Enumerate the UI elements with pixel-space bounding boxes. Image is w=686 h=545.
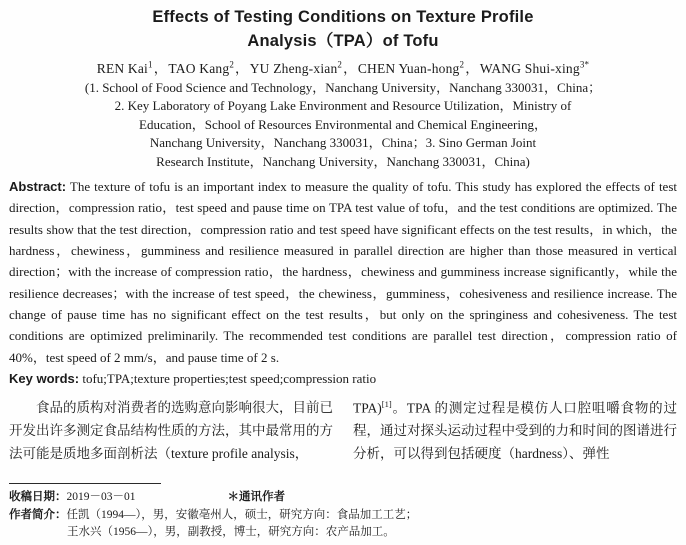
paper-title-line2: Analysis（TPA）of Tofu (247, 31, 439, 50)
author-affil-mark: 1 (148, 59, 153, 70)
author-affil-mark: 2 (337, 59, 343, 70)
affiliation-line: (1. School of Food Science and Technology，Nanchang University，Nanchang 330031，China； (84, 79, 602, 95)
author-affil-mark: 3* (579, 59, 590, 70)
author-name: REN Kai (96, 60, 149, 76)
keywords-label: Key words: (9, 370, 80, 386)
author (358, 61, 464, 76)
author (168, 61, 234, 76)
abstract-text: The texture of tofu is an important index to measure the quality of tofu. This study has explored the effects of test direction，compression ratio，test speed and pause time on TPA test value of tofu，and the test conditions are optimized. The results show that the test direction，compression ratio and test speed have significant effects on the test results，in which，the hardness，chewiness，gumminess and resilience measured in parallel direction are higher than those measured in vertical direction；with the increase of compression ratio，the hardness，chewiness and gumminess increase significantly，while the resilience decreases；with the increase of test speed，the chewiness，gumminess，cohesiveness and resilience increase. The change of pause time has no significant effect on the test results，but only on the springiness and cohesiveness. The test conditions are optimized preliminarily. The recommended test conditions are parallel test direction，compression ratio of 40%，test speed of 2 mm/s，and pause time of 2 s. (9, 179, 677, 365)
intro-right-column (353, 397, 677, 466)
paper-title (9, 6, 677, 54)
author-separator: ， (153, 60, 168, 76)
author-separator: ， (343, 60, 357, 76)
intro-right-pre: TPA) (353, 400, 382, 416)
received-date-value: 2019－03－01 (66, 491, 136, 504)
intro-columns (9, 397, 677, 466)
author-bio-label: 作者简介： (9, 508, 67, 521)
abstract-paragraph (9, 176, 677, 368)
intro-left-column: 食品的质构对消费者的选购意向影响很大，目前已开发出许多测定食品结构性质的方法，其中最常用的方法可能是质地多面剖析法（texture profile analysis， (9, 400, 333, 461)
received-date-label: 收稿日期： (9, 491, 67, 504)
author-bio-text2: 王水兴（1956—），男，副教授，博士，研究方向：农产品加工。 (67, 525, 395, 538)
affiliation-line: Research Institute，Nanchang University，Nanchang 330031，China) (156, 153, 530, 169)
affiliation-line: Education，School of Resources Environmental and Chemical Engineering， (139, 116, 547, 132)
author-separator: ， (235, 60, 249, 76)
author-bio-text1: 任凯（1994—），男，安徽亳州人，硕士，研究方向：食品加工工艺； (66, 508, 418, 521)
corresponding-author-note: ＊通讯作者 (227, 491, 285, 504)
paper-title-line1: Effects of Testing Conditions on Texture Profile (152, 8, 534, 26)
footnote-received-line (9, 489, 677, 506)
author (97, 61, 153, 76)
intro-right-rest: 。TPA 的测定过程是模仿人口腔咀嚼食物的过程，通过对探头运动过程中受到的力和时间的图谱进行分析，可以得到包括硬度（hardness）、弹性 (353, 400, 677, 462)
affiliation-line: Nanchang University，Nanchang 330031，China；3. Sino German Joint (149, 135, 537, 151)
author-name: WANG Shui-xing (479, 60, 580, 76)
affiliations (9, 79, 677, 171)
affiliation-line: 2. Key Laboratory of Poyang Lake Environment and Resource Utilization，Ministry of (114, 98, 572, 114)
abstract-label: Abstract: (9, 179, 67, 195)
author (480, 61, 589, 76)
citation-mark: [1] (381, 399, 392, 410)
author-line (9, 57, 677, 77)
author-name: CHEN Yuan-hong (357, 60, 460, 76)
keywords-line (9, 368, 677, 389)
author-affil-mark: 2 (229, 59, 235, 70)
footnote-bio-line1 (9, 507, 677, 524)
author-separator: ， (465, 60, 479, 76)
author (250, 61, 342, 76)
footnote-divider (9, 483, 161, 484)
footnote-bio-line2 (9, 524, 677, 541)
footnote-block (9, 483, 677, 541)
author-name: YU Zheng-xian (249, 60, 338, 76)
author-affil-mark: 2 (459, 59, 465, 70)
keywords-text: tofu;TPA;texture properties;test speed;compression ratio (82, 370, 377, 386)
author-name: TAO Kang (168, 60, 230, 76)
